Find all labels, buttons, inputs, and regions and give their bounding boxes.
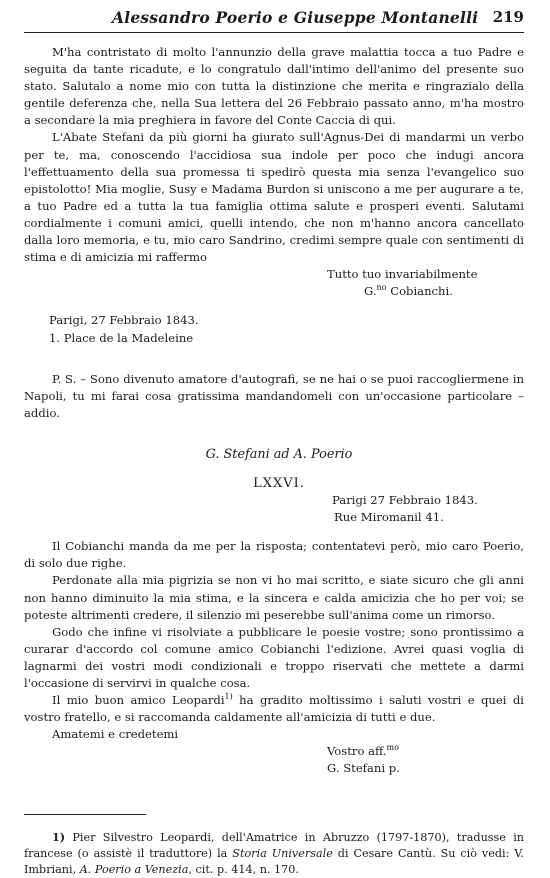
letter2-closing — [327, 743, 524, 760]
signature-superscript: no — [376, 283, 387, 293]
footnote — [24, 829, 524, 878]
page-header — [24, 8, 524, 28]
footnote-text-continued: di Cesare Cantù. Su ciò vedi: — [332, 846, 515, 860]
footnote-rule — [24, 814, 146, 815]
letter1-date: Parigi, 27 Febbraio 1843. — [49, 313, 199, 328]
paragraph-4-end: ha gradito moltissimo i saluti vostri e quei di vostro fratello, e si raccomanda caldamente all'amicizia di tutti e due. — [24, 693, 524, 725]
letter2-address: Rue Miromanil 41. — [334, 510, 444, 525]
footnote-italic-title: Storia Universale — [232, 846, 333, 860]
closing-prefix: Vostro aff. — [327, 744, 387, 759]
letter2-paragraph-5: Amatemi e credetemi — [52, 727, 179, 742]
letter2-paragraph-4 — [24, 692, 524, 726]
letter1-signature — [364, 283, 524, 300]
footnote-mark: 1) — [52, 829, 66, 844]
footnote-ref-tail: , cit. p. 414, n. 170. — [188, 862, 299, 876]
letter2-paragraph-1: Il Cobianchi manda da me per la risposta; contentatevi però, mio caro Poerio, di solo due righe. — [24, 539, 524, 571]
signature-prefix: G. — [364, 284, 377, 299]
letter2-paragraph-2: Perdonate alla mia pigrizia se non vi ho mai scritto, e siate sicuro che gli anni non hanno diminuito la mia stima, e la sincera e calda amicizia che ho per voi; se poteste altrimenti credere, il silenzio mi peserebbe sull'anima come un rimorso. — [24, 573, 524, 622]
page-number: 219 — [492, 8, 524, 26]
body-text — [24, 44, 524, 878]
paragraph-4-start: Il mio buon amico Leopardi — [52, 693, 225, 708]
letter2-signature: G. Stefani p. — [327, 761, 400, 776]
postscript: P. S. – Sono divenuto amatore d'autografi, se ne hai o se puoi raccogliermene in Napoli, tu mi farai cosa gratissima mandandomeli con un'occasione particolare – addio. — [24, 371, 524, 420]
letter-number: LXXVI. — [253, 475, 305, 491]
letter2-date: Parigi 27 Febbraio 1843. — [332, 493, 478, 508]
signature-name: Cobianchi. — [386, 284, 453, 299]
running-head: Alessandro Poerio e Giuseppe Montanelli — [112, 8, 479, 27]
footnote-text: Pier Silvestro Leopardi, dell'Amatrice in Abruzzo (1797-1870), tradusse in francese (o assistè il traduttore) la — [24, 830, 524, 860]
header-rule — [24, 32, 524, 33]
closing-superscript: mo — [386, 743, 399, 753]
letter1-address: 1. Place de la Madeleine — [49, 330, 194, 345]
letter1-closing: Tutto tuo invariabilmente — [327, 267, 478, 282]
letter2-paragraph-3: Godo che infine vi risolviate a pubblicare le poesie vostre; sono prontissimo a curarar d'accordo col comune amico Cobianchi l'edizione. Avrei quasi voglia di lagnarmi dei vostri modi condizionali e troppo riservati che mettete a darmi l'occasione di servirvi in qualche cosa. — [24, 624, 524, 690]
footnote-reference: 1) — [224, 692, 233, 702]
footnote-ref-author: V. Imbriani, — [24, 846, 524, 876]
letter1-paragraph-2: L'Abate Stefani da più giorni ha giurato sull'Agnus-Dei di mandarmi un verbo per te, ma, conoscendo l'accidiosa sua indole per poco che indugi ancora l'effettuamento della sua promessa ti spedirò questa mia senza l'evangelico suo epistolotto! Mia moglie, Susy e Madama Burdon si uniscono a me per augurare a te, a tuo Padre ed a tutta la tua famiglia ottima salute e prosperi eventi. Salutami cordialmente i comuni amici, quelli intendo, che non m'hanno ancora cancellato dalla loro memoria, e tu, mio caro Sandrino, credimi sempre quale con sentimenti di stima e di amicizia mi raffermo — [24, 130, 524, 265]
letter1-paragraph-1: M'ha contristato di molto l'annunzio della grave malattia tocca a tuo Padre e seguita da tante ricadute, e lo congratulo dall'intimo dell'animo del presente suo stato. Salutalo a nome mio con tutta la distinzione che merita e ringrazialo della gentile deferenza che, nella Sua lettera del 26 Febbraio passato anno, m'ha mostro a secondare la mia preghiera in favore del Conte Caccia di qui. — [24, 45, 524, 128]
letter-title: G. Stefani ad A. Poerio — [205, 446, 353, 462]
footnote-ref-title: A. Poerio a Venezia — [79, 862, 189, 876]
